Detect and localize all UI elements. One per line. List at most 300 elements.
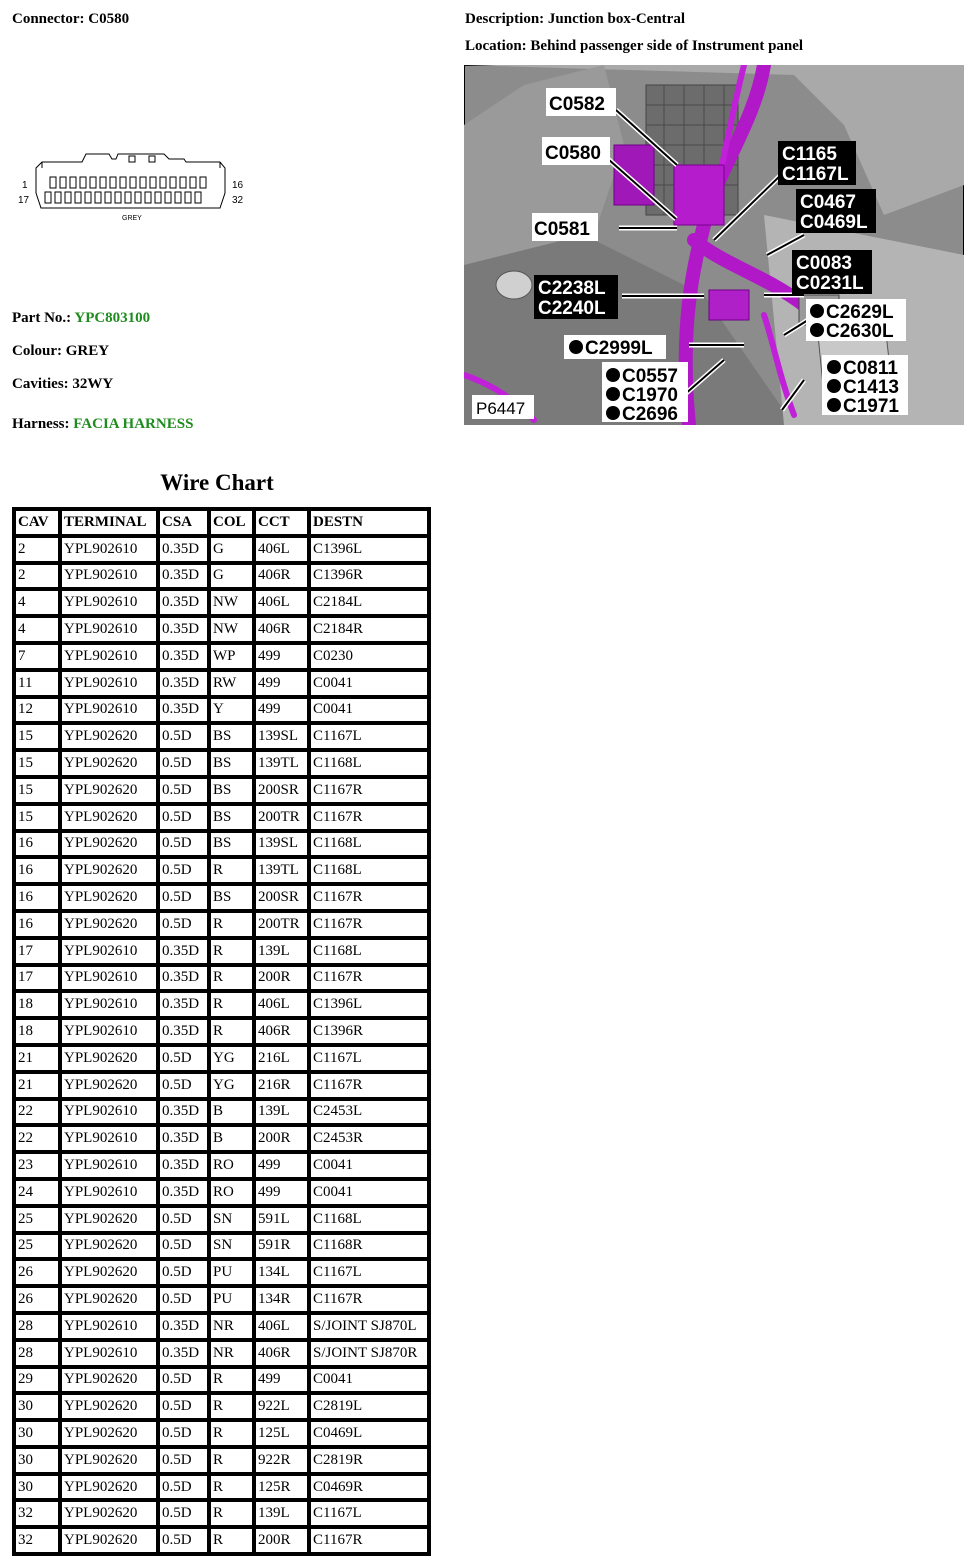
- cell-terminal: YPL902620: [60, 1233, 158, 1260]
- cell-cct: 134R: [254, 1286, 309, 1313]
- cell-cct: 216L: [254, 1045, 309, 1072]
- header-csa: CSA: [158, 509, 209, 536]
- table-row: [14, 1393, 429, 1420]
- wire-chart-header-row: [14, 509, 429, 536]
- cell-terminal: YPL902610: [60, 1340, 158, 1367]
- table-row: [14, 723, 429, 750]
- table-row: [14, 670, 429, 697]
- cell-col: B: [209, 1099, 254, 1126]
- cell-terminal: YPL902610: [60, 965, 158, 992]
- callout-c0469l: C0469L: [800, 212, 868, 233]
- cell-terminal: YPL902620: [60, 857, 158, 884]
- cell-cav: 11: [14, 670, 60, 697]
- cell-col: G: [209, 536, 254, 563]
- cell-cav: 15: [14, 723, 60, 750]
- description-line: [465, 11, 685, 28]
- photo-code: P6447: [476, 399, 526, 418]
- cell-cav: 4: [14, 589, 60, 616]
- cell-col: RW: [209, 670, 254, 697]
- cell-col: R: [209, 1393, 254, 1420]
- cell-col: NR: [209, 1313, 254, 1340]
- cell-destn: C0230: [309, 643, 429, 670]
- table-row: [14, 1045, 429, 1072]
- cell-terminal: YPL902620: [60, 1527, 158, 1554]
- cell-col: NW: [209, 589, 254, 616]
- cell-cav: 22: [14, 1125, 60, 1152]
- callout-c0811: C0811: [843, 358, 898, 379]
- cell-col: PU: [209, 1286, 254, 1313]
- cell-destn: C2819R: [309, 1447, 429, 1474]
- table-row: [14, 1206, 429, 1233]
- cell-col: RO: [209, 1179, 254, 1206]
- cell-cav: 30: [14, 1447, 60, 1474]
- cell-csa: 0.5D: [158, 804, 209, 831]
- cell-cct: 406L: [254, 589, 309, 616]
- table-row: [14, 616, 429, 643]
- cell-destn: C0041: [309, 697, 429, 724]
- cell-destn: C1168L: [309, 857, 429, 884]
- cell-cav: 32: [14, 1527, 60, 1554]
- table-row: [14, 1259, 429, 1286]
- cell-cav: 28: [14, 1313, 60, 1340]
- colour-line: [12, 343, 109, 360]
- cell-cct: 200R: [254, 1527, 309, 1554]
- cell-cav: 23: [14, 1152, 60, 1179]
- cell-cav: 15: [14, 777, 60, 804]
- cell-cct: 216R: [254, 1072, 309, 1099]
- table-row: [14, 1233, 429, 1260]
- callout-c1970: C1970: [622, 385, 678, 406]
- cell-cav: 21: [14, 1045, 60, 1072]
- cell-csa: 0.5D: [158, 1045, 209, 1072]
- cell-terminal: YPL902620: [60, 723, 158, 750]
- callout-c2240l: C2240L: [538, 298, 606, 319]
- cell-cct: 406L: [254, 536, 309, 563]
- callout-c2238l: C2238L: [538, 278, 606, 299]
- table-row: [14, 1018, 429, 1045]
- cell-terminal: YPL902610: [60, 1099, 158, 1126]
- table-row: [14, 536, 429, 563]
- cell-destn: C1168L: [309, 1206, 429, 1233]
- cell-cct: 499: [254, 697, 309, 724]
- cell-cct: 922L: [254, 1393, 309, 1420]
- cell-cct: 125L: [254, 1420, 309, 1447]
- cell-cav: 17: [14, 938, 60, 965]
- header-cav: CAV: [14, 509, 60, 536]
- table-row: [14, 1286, 429, 1313]
- table-row: [14, 884, 429, 911]
- cell-cct: 499: [254, 1367, 309, 1394]
- cell-cav: 32: [14, 1500, 60, 1527]
- part-no-label: Part No.:: [12, 310, 72, 326]
- wire-chart-table: [12, 507, 431, 1556]
- connector-label: Connector:: [12, 11, 85, 27]
- part-no-value: YPC803100: [74, 310, 151, 326]
- cell-csa: 0.35D: [158, 1099, 209, 1126]
- cell-destn: C2453L: [309, 1099, 429, 1126]
- cell-csa: 0.5D: [158, 777, 209, 804]
- cell-destn: C1168L: [309, 750, 429, 777]
- table-row: [14, 1420, 429, 1447]
- cell-cct: 200R: [254, 965, 309, 992]
- cell-cav: 15: [14, 750, 60, 777]
- cell-destn: C0041: [309, 670, 429, 697]
- cell-cct: 139L: [254, 1500, 309, 1527]
- cell-csa: 0.35D: [158, 536, 209, 563]
- cell-col: R: [209, 1018, 254, 1045]
- cell-csa: 0.5D: [158, 1420, 209, 1447]
- cell-terminal: YPL902610: [60, 670, 158, 697]
- cell-csa: 0.5D: [158, 1367, 209, 1394]
- cell-col: R: [209, 1420, 254, 1447]
- description-label: Description:: [465, 11, 545, 27]
- location-photo: [464, 65, 964, 425]
- cell-col: RO: [209, 1152, 254, 1179]
- table-row: [14, 831, 429, 858]
- table-row: [14, 563, 429, 590]
- cell-col: NR: [209, 1340, 254, 1367]
- cell-col: G: [209, 563, 254, 590]
- cell-destn: C1396L: [309, 536, 429, 563]
- cell-cav: 26: [14, 1259, 60, 1286]
- cell-csa: 0.35D: [158, 563, 209, 590]
- cell-col: R: [209, 938, 254, 965]
- cell-destn: C1167L: [309, 1045, 429, 1072]
- header-cct: CCT: [254, 509, 309, 536]
- table-row: [14, 1367, 429, 1394]
- cell-terminal: YPL902620: [60, 1474, 158, 1501]
- pin-17-label: 17: [18, 195, 30, 206]
- cell-cav: 16: [14, 857, 60, 884]
- cell-terminal: YPL902610: [60, 536, 158, 563]
- cell-destn: C2453R: [309, 1125, 429, 1152]
- cell-terminal: YPL902620: [60, 1500, 158, 1527]
- cell-col: BS: [209, 804, 254, 831]
- cell-cav: 24: [14, 1179, 60, 1206]
- cell-col: YG: [209, 1045, 254, 1072]
- cell-cav: 25: [14, 1206, 60, 1233]
- cell-destn: C0041: [309, 1152, 429, 1179]
- cell-cct: 406R: [254, 1018, 309, 1045]
- cell-cct: 591L: [254, 1206, 309, 1233]
- callout-c0557: C0557: [622, 366, 678, 387]
- cell-destn: C1167R: [309, 965, 429, 992]
- table-row: [14, 1072, 429, 1099]
- cell-cct: 200SR: [254, 777, 309, 804]
- table-row: [14, 777, 429, 804]
- cell-cct: 139TL: [254, 857, 309, 884]
- table-row: [14, 1125, 429, 1152]
- cell-cct: 406L: [254, 991, 309, 1018]
- cell-terminal: YPL902620: [60, 1286, 158, 1313]
- callout-c1971: C1971: [843, 396, 899, 417]
- cell-terminal: YPL902610: [60, 991, 158, 1018]
- cell-col: R: [209, 1447, 254, 1474]
- cell-cct: 200TR: [254, 804, 309, 831]
- cell-destn: C1167R: [309, 804, 429, 831]
- harness-value: FACIA HARNESS: [73, 416, 194, 432]
- cell-terminal: YPL902610: [60, 1313, 158, 1340]
- cell-cct: 406L: [254, 1313, 309, 1340]
- header-terminal: TERMINAL: [60, 509, 158, 536]
- connector-value: C0580: [88, 11, 130, 27]
- cell-col: R: [209, 1527, 254, 1554]
- cell-csa: 0.5D: [158, 911, 209, 938]
- table-row: [14, 589, 429, 616]
- cell-terminal: YPL902610: [60, 1152, 158, 1179]
- connector-colour-caption: GREY: [122, 215, 142, 222]
- cell-col: BS: [209, 831, 254, 858]
- cell-terminal: YPL902620: [60, 777, 158, 804]
- cell-cct: 200SR: [254, 884, 309, 911]
- location-value: Behind passenger side of Instrument panel: [530, 38, 804, 54]
- cell-cav: 12: [14, 697, 60, 724]
- cell-cct: 139SL: [254, 723, 309, 750]
- cell-cav: 28: [14, 1340, 60, 1367]
- cell-col: NW: [209, 616, 254, 643]
- header-destn: DESTN: [309, 509, 429, 536]
- cell-terminal: YPL902620: [60, 1045, 158, 1072]
- colour-value: GREY: [65, 343, 110, 359]
- table-row: [14, 1447, 429, 1474]
- description-value: Junction box-Central: [547, 11, 685, 27]
- cell-cav: 30: [14, 1420, 60, 1447]
- connector-face-diagram: [14, 140, 254, 225]
- cell-cct: 134L: [254, 1259, 309, 1286]
- cell-destn: S/JOINT SJ870L: [309, 1313, 429, 1340]
- cell-terminal: YPL902610: [60, 563, 158, 590]
- cell-cct: 406R: [254, 563, 309, 590]
- cell-terminal: YPL902610: [60, 1125, 158, 1152]
- callout-c1167l: C1167L: [782, 164, 849, 185]
- cell-csa: 0.35D: [158, 965, 209, 992]
- cell-cct: 499: [254, 1179, 309, 1206]
- cell-csa: 0.35D: [158, 991, 209, 1018]
- cell-terminal: YPL902620: [60, 1393, 158, 1420]
- cell-cav: 30: [14, 1474, 60, 1501]
- cell-terminal: YPL902610: [60, 697, 158, 724]
- cell-destn: C1167R: [309, 777, 429, 804]
- cell-col: BS: [209, 884, 254, 911]
- cell-destn: C1167R: [309, 1527, 429, 1554]
- cell-terminal: YPL902620: [60, 750, 158, 777]
- cell-col: BS: [209, 750, 254, 777]
- part-no-line: [12, 310, 150, 327]
- cell-csa: 0.5D: [158, 1447, 209, 1474]
- cell-destn: C1168R: [309, 1233, 429, 1260]
- table-row: [14, 1179, 429, 1206]
- cell-terminal: YPL902620: [60, 1447, 158, 1474]
- cell-destn: S/JOINT SJ870R: [309, 1340, 429, 1367]
- cell-csa: 0.35D: [158, 1179, 209, 1206]
- cell-terminal: YPL902610: [60, 1179, 158, 1206]
- cell-col: R: [209, 857, 254, 884]
- cell-cct: 922R: [254, 1447, 309, 1474]
- cell-cav: 7: [14, 643, 60, 670]
- cell-col: R: [209, 991, 254, 1018]
- cavities-value: 32WY: [72, 376, 114, 392]
- table-row: [14, 697, 429, 724]
- table-row: [14, 804, 429, 831]
- cell-cav: 21: [14, 1072, 60, 1099]
- cell-terminal: YPL902610: [60, 938, 158, 965]
- cell-csa: 0.5D: [158, 831, 209, 858]
- cell-cav: 18: [14, 991, 60, 1018]
- pin-32-label: 32: [232, 195, 244, 206]
- cell-csa: 0.35D: [158, 1152, 209, 1179]
- callout-c2999l: C2999L: [585, 338, 653, 359]
- cell-col: R: [209, 1500, 254, 1527]
- table-row: [14, 643, 429, 670]
- cell-cav: 17: [14, 965, 60, 992]
- table-row: [14, 991, 429, 1018]
- cell-csa: 0.35D: [158, 1125, 209, 1152]
- cell-cct: 499: [254, 1152, 309, 1179]
- cell-destn: C2819L: [309, 1393, 429, 1420]
- callout-c0231l: C0231L: [796, 273, 864, 294]
- cell-destn: C1396L: [309, 991, 429, 1018]
- callout-c0467: C0467: [800, 192, 856, 213]
- cell-terminal: YPL902620: [60, 1420, 158, 1447]
- cell-csa: 0.5D: [158, 1286, 209, 1313]
- table-row: [14, 1340, 429, 1367]
- harness-label: Harness:: [12, 416, 70, 432]
- cell-terminal: YPL902620: [60, 1206, 158, 1233]
- cell-cct: 499: [254, 643, 309, 670]
- cell-terminal: YPL902620: [60, 884, 158, 911]
- cell-col: SN: [209, 1206, 254, 1233]
- cell-terminal: YPL902610: [60, 616, 158, 643]
- cell-cct: 139TL: [254, 750, 309, 777]
- cell-col: SN: [209, 1233, 254, 1260]
- cell-csa: 0.5D: [158, 1500, 209, 1527]
- cell-cav: 15: [14, 804, 60, 831]
- cell-cav: 2: [14, 563, 60, 590]
- table-row: [14, 938, 429, 965]
- cell-cct: 139SL: [254, 831, 309, 858]
- callout-c2629l: C2629L: [826, 302, 894, 323]
- cell-csa: 0.5D: [158, 1072, 209, 1099]
- cell-cav: 22: [14, 1099, 60, 1126]
- cell-col: WP: [209, 643, 254, 670]
- cell-destn: C1167L: [309, 1259, 429, 1286]
- table-row: [14, 857, 429, 884]
- cell-cav: 16: [14, 831, 60, 858]
- cell-cav: 16: [14, 911, 60, 938]
- cell-cct: 499: [254, 670, 309, 697]
- cell-destn: C1396R: [309, 1018, 429, 1045]
- cell-col: BS: [209, 723, 254, 750]
- cell-cav: 29: [14, 1367, 60, 1394]
- cell-destn: C2184L: [309, 589, 429, 616]
- table-row: [14, 965, 429, 992]
- cell-csa: 0.5D: [158, 723, 209, 750]
- cell-destn: C1168L: [309, 938, 429, 965]
- cell-csa: 0.5D: [158, 1474, 209, 1501]
- pin-1-label: 1: [22, 180, 28, 191]
- cell-col: R: [209, 1367, 254, 1394]
- table-row: [14, 1500, 429, 1527]
- cell-csa: 0.35D: [158, 1340, 209, 1367]
- cell-cct: 200R: [254, 1125, 309, 1152]
- cell-destn: C1167R: [309, 911, 429, 938]
- pin-16-label: 16: [232, 180, 244, 191]
- callout-c0083: C0083: [796, 253, 852, 274]
- cell-cav: 16: [14, 884, 60, 911]
- table-row: [14, 1152, 429, 1179]
- cell-cav: 18: [14, 1018, 60, 1045]
- cell-terminal: YPL902620: [60, 804, 158, 831]
- table-row: [14, 1313, 429, 1340]
- cell-destn: C1396R: [309, 563, 429, 590]
- cell-csa: 0.35D: [158, 697, 209, 724]
- cell-csa: 0.5D: [158, 750, 209, 777]
- cell-cct: 406R: [254, 1340, 309, 1367]
- cell-destn: C1167R: [309, 1286, 429, 1313]
- wire-chart-title: Wire Chart: [160, 470, 274, 495]
- cell-csa: 0.5D: [158, 1259, 209, 1286]
- cell-csa: 0.35D: [158, 589, 209, 616]
- callout-c2696: C2696: [622, 404, 678, 425]
- cell-terminal: YPL902610: [60, 643, 158, 670]
- cell-csa: 0.5D: [158, 1206, 209, 1233]
- cavities-line: [12, 376, 113, 393]
- cell-csa: 0.5D: [158, 1233, 209, 1260]
- cell-terminal: YPL902620: [60, 1072, 158, 1099]
- cell-destn: C0041: [309, 1179, 429, 1206]
- location-line: [465, 38, 803, 55]
- callout-c0581: C0581: [534, 219, 590, 240]
- cell-col: PU: [209, 1259, 254, 1286]
- callout-c2630l: C2630L: [826, 321, 894, 342]
- cell-col: YG: [209, 1072, 254, 1099]
- cell-terminal: YPL902620: [60, 1367, 158, 1394]
- cell-destn: C0469L: [309, 1420, 429, 1447]
- cell-csa: 0.35D: [158, 670, 209, 697]
- cell-cav: 4: [14, 616, 60, 643]
- cell-csa: 0.35D: [158, 938, 209, 965]
- connector-line: [12, 11, 129, 28]
- cell-destn: C0041: [309, 1367, 429, 1394]
- cell-destn: C1167L: [309, 723, 429, 750]
- cell-cct: 139L: [254, 938, 309, 965]
- table-row: [14, 1099, 429, 1126]
- table-row: [14, 750, 429, 777]
- cell-cct: 200TR: [254, 911, 309, 938]
- cell-destn: C1167R: [309, 884, 429, 911]
- cell-col: BS: [209, 777, 254, 804]
- cell-col: B: [209, 1125, 254, 1152]
- cell-terminal: YPL902610: [60, 1018, 158, 1045]
- cell-csa: 0.5D: [158, 857, 209, 884]
- colour-label: Colour:: [12, 343, 62, 359]
- cell-terminal: YPL902610: [60, 589, 158, 616]
- table-row: [14, 1527, 429, 1554]
- cell-cct: 591R: [254, 1233, 309, 1260]
- cavities-label: Cavities:: [12, 376, 69, 392]
- callout-c1413: C1413: [843, 377, 899, 398]
- cell-destn: C1167L: [309, 1500, 429, 1527]
- table-row: [14, 1474, 429, 1501]
- callout-c1165: C1165: [782, 144, 837, 165]
- cell-destn: C2184R: [309, 616, 429, 643]
- cell-col: R: [209, 911, 254, 938]
- cell-csa: 0.5D: [158, 1527, 209, 1554]
- callout-c0580: C0580: [545, 143, 601, 164]
- callout-c0582: C0582: [549, 94, 605, 115]
- cell-col: R: [209, 965, 254, 992]
- cell-col: R: [209, 1474, 254, 1501]
